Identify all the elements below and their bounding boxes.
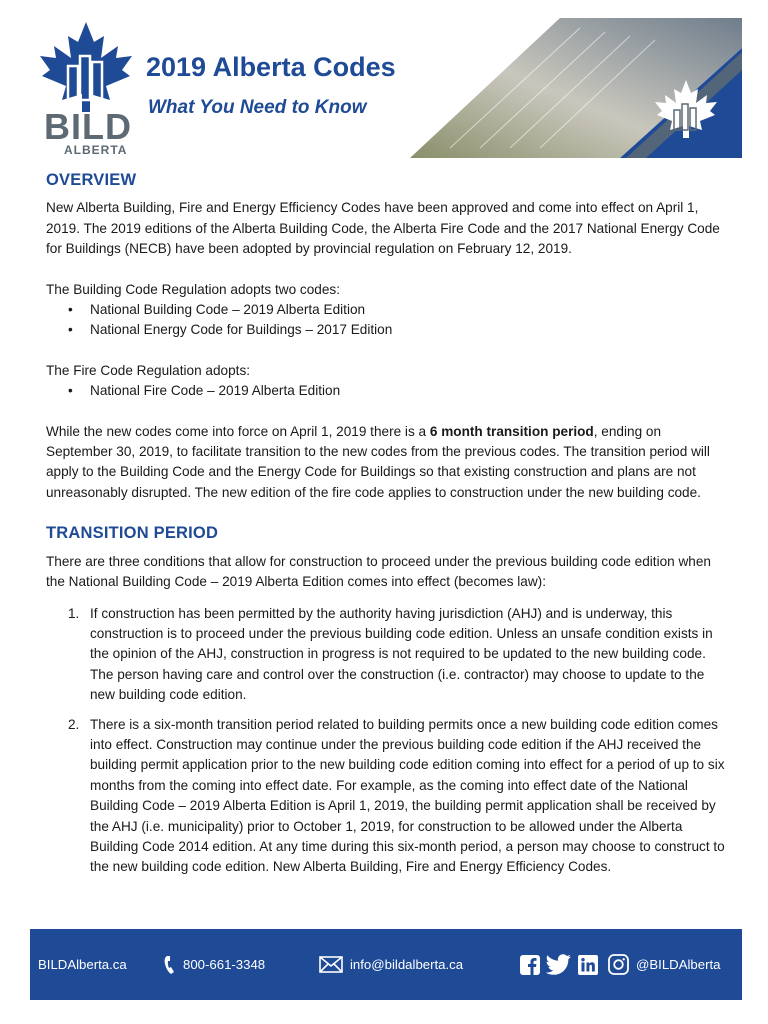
logo-subtext: ALBERTA: [64, 143, 128, 157]
text-run: While the new codes come into force on April 1, 2019 there is a: [46, 423, 430, 439]
social-links: [520, 929, 721, 1000]
contact-footer: [30, 929, 742, 1000]
phone-link[interactable]: [164, 929, 265, 1000]
list-number: 2.: [68, 716, 80, 732]
document-body: [46, 170, 726, 887]
text-run: , ending on September 30, 2019, to facilitate transition to the new codes from the previous codes. The transition period will apply to the Building Code and the Energy Code for Buildings so that existing construction and plans are not unreasonably disrupted. The new edition of the fire code applies to construction under the new building code.: [46, 423, 710, 500]
page-subtitle: What You Need to Know: [148, 97, 367, 118]
website-link[interactable]: [38, 929, 127, 1000]
document-header: [30, 18, 742, 158]
twitter-icon[interactable]: [546, 954, 572, 975]
list-item: • National Energy Code for Buildings – 2017 Edition: [68, 320, 726, 340]
envelope-icon: [319, 956, 343, 973]
maple-leaf-icon: [38, 20, 134, 112]
list-item: [68, 604, 726, 706]
building-regulation-intro: The Building Code Regulation adopts two codes:: [46, 281, 340, 297]
list-item: [68, 715, 726, 878]
website-text: BILDAlberta.ca: [38, 957, 127, 972]
list-item: • National Building Code – 2019 Alberta Edition: [68, 300, 726, 320]
list-item: • National Fire Code – 2019 Alberta Edition: [68, 381, 726, 401]
linkedin-icon[interactable]: [578, 955, 598, 975]
transition-intro: There are three conditions that allow for construction to proceed under the previous building code edition when the National Building Code – 2019 Alberta Edition comes into effect (becomes law):: [46, 553, 711, 590]
list-number: 1.: [68, 605, 80, 621]
page-title: 2019 Alberta Codes: [146, 52, 396, 82]
overview-heading: OVERVIEW: [46, 171, 137, 189]
phone-icon: [164, 955, 176, 975]
building-codes-list: [68, 300, 726, 341]
overview-paragraph: New Alberta Building, Fire and Energy Efficiency Codes have been approved and come into effect on April 1, 2019. The 2019 editions of the Alberta Building Code, the Alberta Fire Code and the 2017 National Energy Code for Buildings (NECB) have been adopted by provincial regulation on February 12, 2019.: [46, 200, 720, 257]
header-banner-graphic: [390, 18, 742, 158]
list-item-text: If construction has been permitted by the authority having jurisdiction (AHJ) and is underway, this construction is to proceed under the previous building code edition. Unless an unsafe condition exists in the opinion of the AHJ, construction in progress is not required to be updated to the new building code. The person having care and control over the construction (i.e. contractor) may choose to update to the new building code edition.: [90, 605, 713, 703]
fire-regulation-intro: The Fire Code Regulation adopts:: [46, 362, 251, 378]
fire-codes-list: [68, 381, 726, 401]
phone-text: 800-661-3348: [183, 957, 266, 972]
transition-heading: TRANSITION PERIOD: [46, 524, 219, 543]
email-text: info@bildalberta.ca: [350, 957, 464, 972]
list-item-text: There is a six-month transition period related to building permits once a new building code edition comes into effect. Construction may continue under the previous building code edition if the AHJ received the building permit application prior to the new building code edition coming into effect for a period of up to six months from the coming into effect date. For example, as the coming into effect date of the National Building Code – 2019 Alberta Edition is April 1, 2019, the building permit application shall be received by the AHJ (i.e. municipality) prior to October 1, 2019, for construction to be allowed under the Alberta Building Code 2014 edition. At any time during this six-month period, a person may choose to construct to the new building code edition. New Alberta Building, Fire and Energy Efficiency Codes.: [90, 716, 725, 875]
transition-conditions-list: [68, 604, 726, 878]
transition-summary-paragraph: [46, 422, 726, 504]
email-link[interactable]: [319, 929, 463, 1000]
facebook-icon[interactable]: [520, 955, 540, 975]
bild-alberta-logo: [38, 20, 134, 156]
instagram-icon[interactable]: [608, 954, 629, 975]
social-handle[interactable]: @BILDAlberta: [636, 957, 721, 972]
transition-period-emphasis: 6 month transition period: [429, 423, 594, 439]
logo-wordmark: BILD: [44, 106, 132, 147]
